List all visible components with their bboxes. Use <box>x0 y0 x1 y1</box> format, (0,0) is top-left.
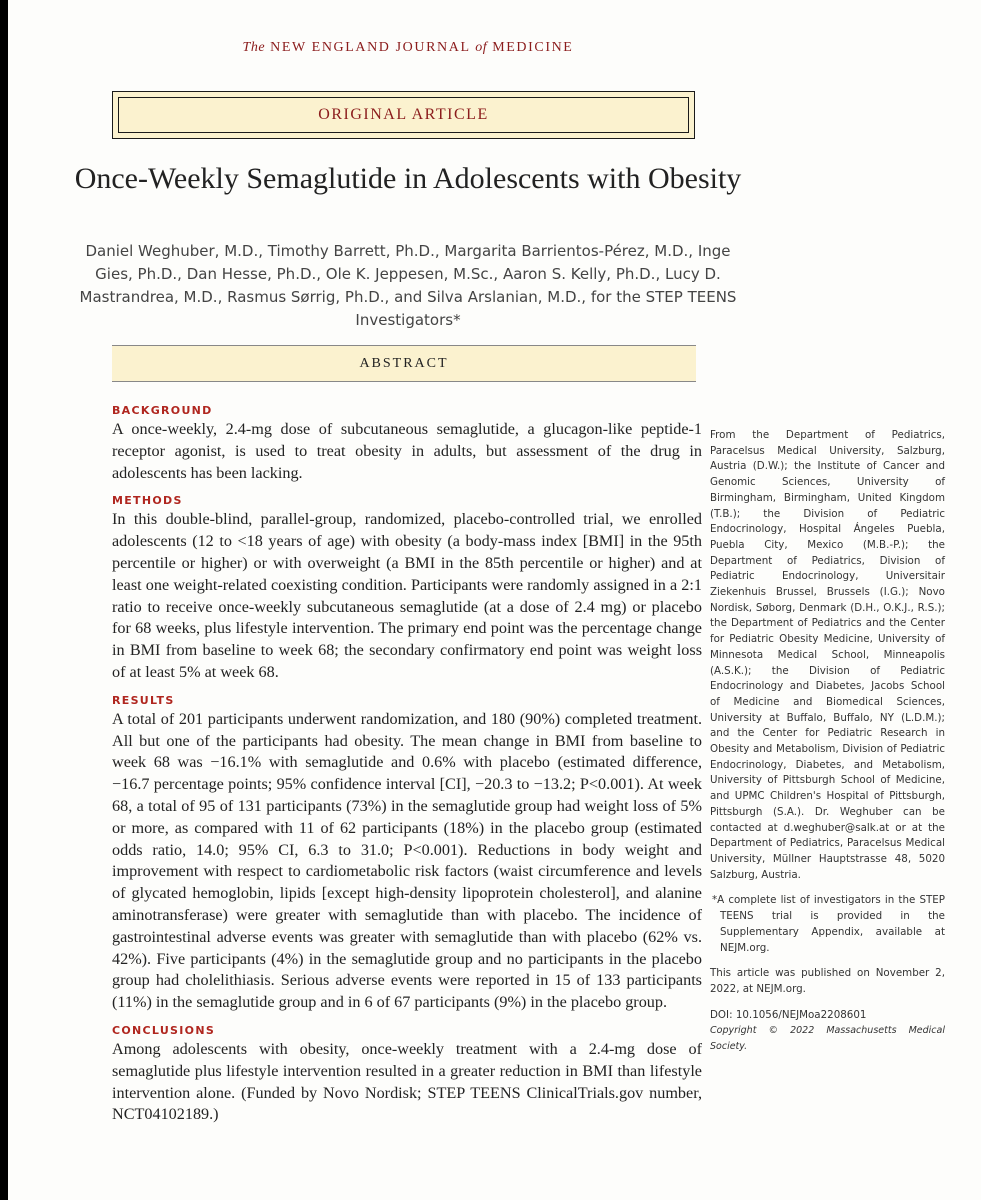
article-type-box <box>112 91 695 139</box>
publication-note: This article was published on November 2, 2022, at NEJM.org. <box>710 967 945 995</box>
journal-the: The <box>242 40 266 55</box>
abstract-body <box>112 404 702 1136</box>
investigators-note: *A complete list of investigators in the STEP TEENS trial is provided in the Supplementary Appendix, available at NEJM.org. <box>712 894 945 954</box>
background-heading: BACKGROUND <box>112 404 213 417</box>
abstract-heading: ABSTRACT <box>112 345 696 382</box>
methods-heading: METHODS <box>112 494 183 508</box>
methods-text: In this double-blind, parallel-group, randomized, placebo-controlled trial, we enrolled adolescents (12 to <18 years of age) with obesity (a body-mass index [BMI] in the 95th percentile or higher) or with overweight (a BMI in the 85th percentile or higher) and at least one weight-related coexisting condition. Participants were randomly assigned in a 2:1 ratio to receive once-weekly subcutaneous semaglutide (at a dose of 2.4 mg) or placebo for 68 weeks, plus lifestyle intervention. The primary end point was the percentage change in BMI from baseline to week 68; the secondary confirmatory end point was weight loss of at least 5% at week 68. <box>112 510 702 681</box>
article-type-label: ORIGINAL ARTICLE <box>118 97 689 133</box>
doi[interactable]: DOI: 10.1056/NEJMoa2208601 <box>710 1008 867 1021</box>
journal-medicine: MEDICINE <box>492 40 574 55</box>
results-text: A total of 201 participants underwent randomization, and 180 (90%) completed treatment. All but one of the participants had obesity. The mean change in BMI from baseline to week 68 was −16.1% with semaglutide and 0.6% with placebo (estimated difference, −16.7 percentage points; 95% confidence interval [CI], −20.3 to −13.2; P<0.001). At week 68, a total of 95 of 131 participants (73%) in the semaglutide group had weight loss of 5% or more, as compared with 11 of 62 participants (18%) in the placebo group (estimated odds ratio, 14.0; 95% CI, 6.3 to 31.0; P<0.001). Reductions in body weight and improvement with respect to cardiometabolic risk factors (waist circumference and levels of glycated hemoglobin, lipids [except high-density lipoprotein cholesterol], and alanine aminotransferase) were greater with semaglutide than with placebo. The incidence of gastrointestinal adverse events was greater with semaglutide than with placebo (62% vs. 42%). Five participants (4%) in the semaglutide group and no participants in the placebo group had cholelithiasis. Serious adverse events were reported in 15 of 133 participants (11%) in the semaglutide group and in 6 of 67 participants (9%) in the placebo group. <box>112 709 702 1012</box>
background-text: A once-weekly, 2.4-mg dose of subcutaneous semaglutide, a glucagon-like peptide-1 receptor agonist, is used to treat obesity in adults, but assessment of the drug in adolescents has been lacking. <box>112 420 702 482</box>
conclusions-heading: CONCLUSIONS <box>112 1023 216 1037</box>
copyright: Copyright © 2022 Massachusetts Medical Society. <box>710 1025 945 1053</box>
journal-of: of <box>475 40 488 55</box>
article-sidebar <box>710 428 945 1055</box>
results-heading: RESULTS <box>112 693 175 707</box>
affiliations: From the Department of Pediatrics, Paracelsus Medical University, Salzburg, Austria (D.W.); the Institute of Cancer and Genomic Sciences, University of Birmingham, Birmingham, United Kingdom (T.B.); the Division of Pediatric Endocrinology, Hospital Ángeles Puebla, Puebla City, Mexico (M.B.-P.); the Department of Pediatrics, Division of Pediatric Endocrinology, Universitair Ziekenhuis Brussel, Brussels (I.G.); Novo Nordisk, Søborg, Denmark (D.H., O.K.J., R.S.); the Department of Pediatrics and the Center for Pediatric Obesity Medicine, University of Minnesota Medical School, Minneapolis (A.S.K.); the Division of Pediatric Endocrinology and Diabetes, Jacobs School of Medicine and Biomedical Sciences, University at Buffalo, Buffalo, NY (L.D.M.); and the Center for Pediatric Research in Obesity and Metabolism, Division of Pediatric Endocrinology, Diabetes, and Metabolism, University of Pittsburgh School of Medicine, and UPMC Children's Hospital of Pittsburgh, Pittsburgh (S.A.). Dr. Weghuber can be contacted at d.weghuber@salk.at or at the Department of Pediatrics, Paracelsus Medical University, Müllner Hauptstrasse 48, 5020 Salzburg, Austria. <box>710 429 945 881</box>
author-list: Daniel Weghuber, M.D., Timothy Barrett, Ph.D., Margarita Barrientos-Pérez, M.D., Inge Gies, Ph.D., Dan Hesse, Ph.D., Ole K. Jeppesen, M.Sc., Aaron S. Kelly, Ph.D., Lucy D. Mastrandrea, M.D., Rasmus Sørrig, Ph.D., and Silva Arslanian, M.D., for the STEP TEENS Investigators* <box>79 242 737 329</box>
journal-page <box>8 0 981 1200</box>
journal-name: NEW ENGLAND JOURNAL <box>270 40 471 55</box>
conclusions-text: Among adolescents with obesity, once-weekly treatment with a 2.4-mg dose of semaglutide plus lifestyle intervention resulted in a greater reduction in BMI than lifestyle intervention alone. (Funded by Novo Nordisk; STEP TEENS ClinicalTrials.gov number, NCT04102189.) <box>112 1039 702 1124</box>
journal-masthead <box>8 40 808 56</box>
article-title: Once-Weekly Semaglutide in Adolescents with Obesity <box>74 162 742 195</box>
